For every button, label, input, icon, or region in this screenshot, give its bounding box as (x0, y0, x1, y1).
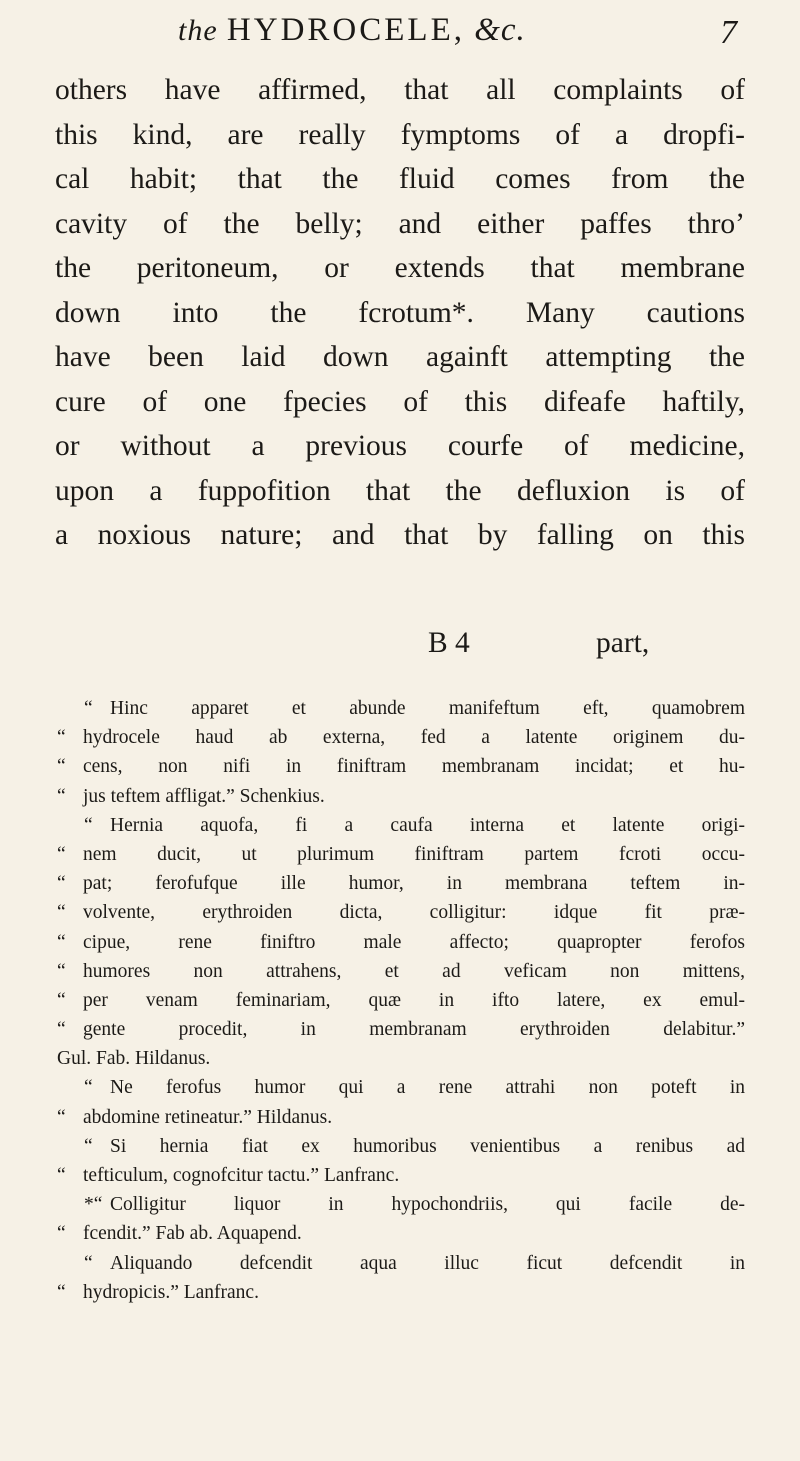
main-text-line: upon a fuppofition that the defluxion is of (55, 474, 745, 507)
footnote-line (57, 898, 745, 927)
footnote-text: hydrocele haud ab externa, fed a latente originem du- (83, 727, 745, 749)
main-text-line: a noxious nature; and that by falling on this (55, 519, 745, 551)
footnote-line (57, 1249, 745, 1278)
footnote-text: Colligitur liquor in hypochondriis, qui facile de- (110, 1194, 745, 1216)
footnote-text: Gul. Fab. Hildanus. (57, 1048, 211, 1070)
footnote-line (57, 1073, 745, 1102)
footnote-text: cens, non nifi in finiftram membranam incidat; et hu- (83, 756, 745, 778)
quote-mark: “ (57, 1165, 66, 1186)
footnote-line (57, 869, 745, 898)
running-header (178, 12, 738, 52)
footnote-text: Aliquando defcendit aqua illuc ficut defcendit in (110, 1252, 745, 1274)
footnote-line (57, 1161, 745, 1190)
quote-mark: “ (57, 873, 66, 895)
footnote-line (57, 694, 745, 723)
quote-mark: “ (84, 698, 93, 719)
quote-mark: “ (57, 785, 66, 807)
footnote-line (57, 957, 745, 986)
footnote-text: Hinc apparet et abunde manifeftum eft, quamobrem (110, 698, 745, 719)
footnote-text: nem ducit, ut plurimum finiftram partem fcroti occu- (83, 843, 745, 865)
footnote-line (57, 1044, 745, 1073)
main-text-line: down into the fcrotum*. Many cautions (55, 296, 745, 329)
footnote-text: tefticulum, cognofcitur tactu.” Lanfranc. (83, 1165, 400, 1186)
footnote-text: Hernia aquofa, fi a caufa interna et latente origi- (110, 814, 745, 836)
footnote-text: Ne ferofus humor qui a rene attrahi non poteft in (110, 1077, 745, 1099)
footnote-line (57, 1132, 745, 1161)
footnote-line (57, 1103, 745, 1132)
main-text-line: cal habit; that the fluid comes from the (55, 163, 745, 195)
quote-mark: “ (57, 843, 66, 865)
quote-mark: “ (57, 756, 66, 778)
footnote-line (57, 1190, 745, 1219)
footnote-text: volvente, erythroiden dicta, colligitur: idque fit præ- (83, 902, 745, 924)
footnote-text: per venam feminariam, quæ in ifto latere, ex emul- (83, 989, 745, 1011)
main-text-line: cavity of the belly; and either paffes thro’ (55, 207, 745, 240)
header-etc: &c. (474, 12, 526, 48)
quote-mark: “ (57, 989, 66, 1011)
main-text-line: others have affirmed, that all complaints of (55, 74, 745, 106)
quote-mark: “ (57, 727, 66, 749)
main-text-line: the peritoneum, or extends that membrane (55, 252, 745, 284)
footnote-line (57, 782, 745, 811)
header-title: HYDROCELE, (226, 12, 465, 48)
quote-mark: “ (57, 1223, 66, 1245)
main-text-line: have been laid down againft attempting the (55, 341, 745, 373)
footnote-text: humores non attrahens, et ad veficam non mittens, (83, 960, 745, 982)
quote-mark: “ (57, 960, 66, 982)
catchline (428, 627, 728, 667)
main-text-line: or without a previous courfe of medicine, (55, 430, 745, 462)
main-text-line: cure of one fpecies of this difeafe haftily, (55, 385, 745, 418)
footnote-line (57, 1219, 745, 1248)
footnote-line (57, 752, 745, 781)
footnote-text: cipue, rene finiftro male affecto; quapropter ferofos (83, 931, 745, 953)
footnote-text: hydropicis.” Lanfranc. (83, 1281, 259, 1303)
catchword: part, (596, 627, 650, 659)
quote-mark: “ (84, 1077, 93, 1099)
footnote-line (57, 986, 745, 1015)
main-text-line: this kind, are really fymptoms of a dropfi- (55, 118, 745, 151)
footnote-line (57, 1278, 745, 1307)
signature-mark: B 4 (428, 627, 470, 659)
footnote-text: Si hernia fiat ex humoribus venientibus a renibus ad (110, 1135, 745, 1157)
footnote-text: abdomine retineatur.” Hildanus. (83, 1106, 333, 1128)
quote-mark: “ (57, 1281, 66, 1303)
footnote-text: pat; ferofufque ille humor, in membrana teftem in- (83, 873, 745, 895)
footnote-line (57, 928, 745, 957)
page-number: 7 (720, 14, 738, 51)
header-article: the (178, 14, 218, 47)
main-text (55, 68, 745, 558)
footnotes (57, 694, 745, 1307)
quote-mark: “ (57, 1019, 66, 1041)
quote-mark: “ (57, 902, 66, 924)
footnote-text: fcendit.” Fab ab. Aquapend. (83, 1223, 302, 1245)
quote-mark: “ (84, 1252, 93, 1274)
quote-mark: “ (84, 1135, 93, 1157)
footnote-line (57, 840, 745, 869)
footnote-line (57, 1015, 745, 1044)
quote-mark: “ (84, 814, 93, 836)
footnote-line (57, 811, 745, 840)
footnote-line (57, 723, 745, 752)
quote-mark: “ (57, 1106, 66, 1128)
footnote-text: gente procedit, in membranam erythroiden delabitur.” (83, 1019, 745, 1041)
quote-mark: *“ (84, 1194, 103, 1216)
quote-mark: “ (57, 931, 66, 953)
footnote-text: jus teftem affligat.” Schenkius. (83, 785, 325, 807)
